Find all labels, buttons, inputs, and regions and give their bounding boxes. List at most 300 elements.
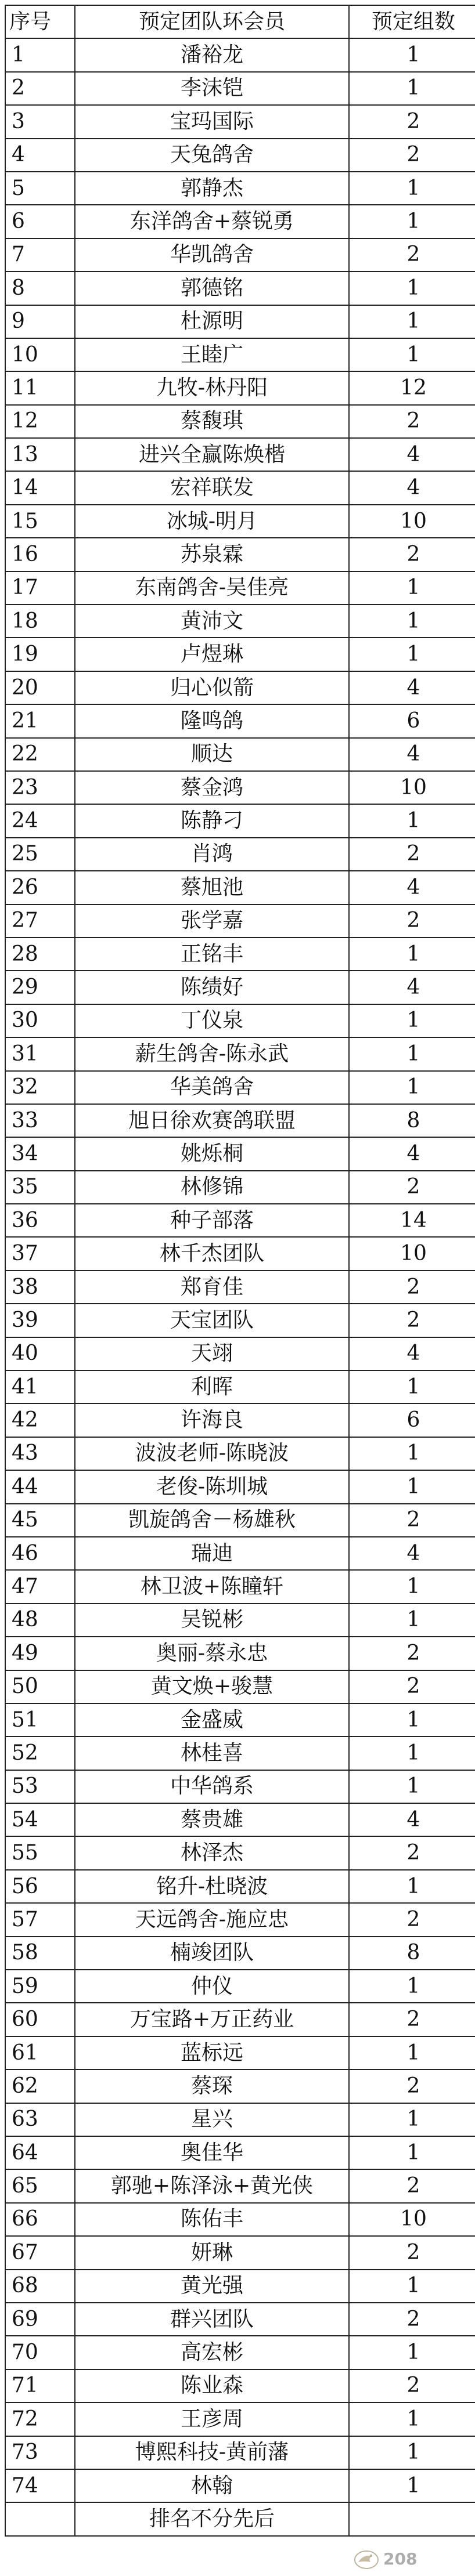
row-no-cell: 65 [5, 2169, 75, 2202]
row-member-cell: 天宝团队 [75, 1304, 349, 1337]
row-no-cell: 54 [5, 1803, 75, 1836]
row-count-cell: 2 [349, 2303, 475, 2336]
row-no-cell: 44 [5, 1470, 75, 1503]
row-no-cell: 71 [5, 2369, 75, 2403]
row-count-cell: 1 [349, 305, 475, 338]
row-count-cell: 1 [349, 638, 475, 671]
row-member-cell: 宝玛国际 [75, 105, 349, 138]
row-member-cell: 黄文焕+骏慧 [75, 1670, 349, 1703]
row-count-cell: 2 [349, 1271, 475, 1304]
row-member-cell: 王睦广 [75, 338, 349, 371]
row-member-cell: 瑞迪 [75, 1537, 349, 1570]
row-no-cell: 69 [5, 2303, 75, 2336]
table-row [5, 438, 475, 471]
table-row [5, 38, 475, 71]
row-member-cell: 肖鸿 [75, 838, 349, 871]
row-count-cell: 2 [349, 2070, 475, 2103]
row-no-cell: 47 [5, 1570, 75, 1603]
row-count-cell: 1 [349, 1071, 475, 1104]
row-member-cell: 林泽杰 [75, 1836, 349, 1869]
row-no-cell: 27 [5, 905, 75, 938]
row-member-cell: 东南鸽舍-吴佳亮 [75, 571, 349, 605]
table-row [5, 1803, 475, 1836]
row-no-cell: 66 [5, 2203, 75, 2236]
row-count-cell: 8 [349, 1937, 475, 1970]
row-no-cell: 56 [5, 1870, 75, 1903]
row-count-cell: 10 [349, 2203, 475, 2236]
row-count-cell: 1 [349, 172, 475, 205]
watermark [353, 2545, 469, 2573]
table-row [5, 1271, 475, 1304]
row-no-cell: 21 [5, 704, 75, 737]
row-member-cell: 旭日徐欢赛鸽联盟 [75, 1104, 349, 1137]
table-row [5, 1437, 475, 1470]
table-row [5, 105, 475, 138]
row-member-cell: 博熙科技-黄前藩 [75, 2436, 349, 2469]
row-member-cell: 天远鸽舍-施应忠 [75, 1903, 349, 1936]
row-no-cell: 52 [5, 1736, 75, 1770]
header-no: 序号 [5, 5, 75, 38]
table-row [5, 2103, 475, 2136]
row-no-cell: 10 [5, 338, 75, 371]
table-row [5, 2336, 475, 2369]
row-count-cell: 2 [349, 538, 475, 571]
row-no-cell: 38 [5, 1271, 75, 1304]
row-no-cell: 33 [5, 1104, 75, 1137]
row-count-cell: 1 [349, 38, 475, 71]
table-row [5, 638, 475, 671]
pigeon-logo-icon [353, 2547, 380, 2570]
row-member-cell: 陈静刁 [75, 804, 349, 837]
row-no-cell: 31 [5, 1037, 75, 1070]
table-row [5, 1370, 475, 1403]
row-count-cell: 1 [349, 1736, 475, 1770]
member-table [5, 5, 475, 2537]
row-no-cell: 50 [5, 1670, 75, 1703]
row-count-cell: 2 [349, 238, 475, 272]
row-member-cell: 郭静杰 [75, 172, 349, 205]
row-count-cell: 1 [349, 1004, 475, 1037]
row-count-cell: 1 [349, 1970, 475, 2003]
row-count-cell: 2 [349, 838, 475, 871]
table-row [5, 272, 475, 305]
row-no-cell: 7 [5, 238, 75, 272]
row-no-cell: 67 [5, 2236, 75, 2269]
row-count-cell: 8 [349, 1104, 475, 1137]
row-count-cell: 1 [349, 1470, 475, 1503]
row-count-cell: 1 [349, 1870, 475, 1903]
row-no-cell: 73 [5, 2436, 75, 2469]
row-no-cell: 58 [5, 1937, 75, 1970]
table-row [5, 605, 475, 638]
row-no-cell: 26 [5, 871, 75, 904]
row-member-cell: 奥佳华 [75, 2136, 349, 2169]
table-row [5, 1403, 475, 1437]
table-row [5, 1770, 475, 1803]
table-row [5, 1736, 475, 1770]
row-no-cell: 51 [5, 1703, 75, 1736]
row-member-cell: 郭驰+陈泽泳+黄光侠 [75, 2169, 349, 2202]
table-row [5, 1903, 475, 1936]
row-no-cell: 45 [5, 1504, 75, 1537]
table-row [5, 1670, 475, 1703]
row-count-cell: 4 [349, 971, 475, 1004]
row-no-cell: 55 [5, 1836, 75, 1869]
row-count-cell: 4 [349, 471, 475, 504]
row-member-cell: 宏祥联发 [75, 471, 349, 504]
row-count-cell: 1 [349, 1037, 475, 1070]
table-row [5, 1071, 475, 1104]
header-member: 预定团队环会员 [75, 5, 349, 38]
row-member-cell: 丁仪泉 [75, 1004, 349, 1037]
row-no-cell: 19 [5, 638, 75, 671]
row-no-cell: 63 [5, 2103, 75, 2136]
row-count-cell: 2 [349, 139, 475, 172]
row-member-cell: 杜源明 [75, 305, 349, 338]
row-member-cell: 黄光强 [75, 2270, 349, 2303]
row-member-cell: 星兴 [75, 2103, 349, 2136]
row-member-cell: 东洋鸽舍+蔡锐勇 [75, 205, 349, 238]
row-member-cell: 郑育佳 [75, 1271, 349, 1304]
note-text: 排名不分先后 [75, 2502, 349, 2535]
table-row [5, 538, 475, 571]
row-no-cell: 57 [5, 1903, 75, 1936]
row-no-cell: 49 [5, 1637, 75, 1670]
table-row [5, 1137, 475, 1170]
table-row [5, 1836, 475, 1869]
row-no-cell: 59 [5, 1970, 75, 2003]
row-no-cell: 11 [5, 371, 75, 404]
row-member-cell: 归心似箭 [75, 671, 349, 704]
row-count-cell: 1 [349, 1570, 475, 1603]
row-count-cell: 1 [349, 1370, 475, 1403]
row-member-cell: 林卫波+陈瞳轩 [75, 1570, 349, 1603]
table-row [5, 1570, 475, 1603]
row-count-cell: 2 [349, 2369, 475, 2403]
table-row [5, 2136, 475, 2169]
row-member-cell: 卢煜琳 [75, 638, 349, 671]
table-row [5, 704, 475, 737]
row-no-cell: 4 [5, 139, 75, 172]
row-member-cell: 蔡琛 [75, 2070, 349, 2103]
row-member-cell: 王彦周 [75, 2403, 349, 2436]
note-count-cell [349, 2502, 475, 2535]
table-row [5, 1304, 475, 1337]
row-no-cell: 5 [5, 172, 75, 205]
row-no-cell: 43 [5, 1437, 75, 1470]
row-no-cell: 22 [5, 738, 75, 771]
row-member-cell: 正铭丰 [75, 938, 349, 971]
row-member-cell: 郭德铭 [75, 272, 349, 305]
row-member-cell: 蔡旭池 [75, 871, 349, 904]
row-member-cell: 黄沛文 [75, 605, 349, 638]
row-member-cell: 姚烁桐 [75, 1137, 349, 1170]
row-no-cell: 1 [5, 38, 75, 71]
row-member-cell: 妍琳 [75, 2236, 349, 2269]
row-count-cell: 1 [349, 2469, 475, 2502]
row-member-cell: 铭升-杜晓波 [75, 1870, 349, 1903]
row-count-cell: 1 [349, 2336, 475, 2369]
row-no-cell: 20 [5, 671, 75, 704]
row-no-cell: 46 [5, 1537, 75, 1570]
row-member-cell: 蔡馥琪 [75, 405, 349, 438]
header-count: 预定组数 [349, 5, 475, 38]
table-row [5, 2270, 475, 2303]
row-member-cell: 进兴全赢陈焕楷 [75, 438, 349, 471]
table-row [5, 1504, 475, 1537]
table-row [5, 2303, 475, 2336]
table-row [5, 2236, 475, 2269]
note-row [5, 2502, 475, 2535]
row-no-cell: 68 [5, 2270, 75, 2303]
row-no-cell: 41 [5, 1370, 75, 1403]
row-count-cell: 1 [349, 2103, 475, 2136]
row-count-cell: 4 [349, 1337, 475, 1370]
row-member-cell: 林修锦 [75, 1171, 349, 1204]
row-no-cell: 13 [5, 438, 75, 471]
table-row [5, 2036, 475, 2070]
row-count-cell: 1 [349, 1437, 475, 1470]
table-row [5, 2369, 475, 2403]
row-count-cell: 2 [349, 1504, 475, 1537]
table-row [5, 1937, 475, 1970]
row-count-cell: 1 [349, 804, 475, 837]
row-member-cell: 薪生鸽舍-陈永武 [75, 1037, 349, 1070]
row-count-cell: 2 [349, 2169, 475, 2202]
row-count-cell: 1 [349, 2270, 475, 2303]
row-no-cell: 18 [5, 605, 75, 638]
table-row [5, 905, 475, 938]
row-count-cell: 1 [349, 605, 475, 638]
row-count-cell: 1 [349, 1703, 475, 1736]
row-no-cell: 23 [5, 771, 75, 804]
table-row [5, 405, 475, 438]
row-member-cell: 隆鸣鸽 [75, 704, 349, 737]
row-count-cell: 6 [349, 704, 475, 737]
row-member-cell: 波波老师-陈晓波 [75, 1437, 349, 1470]
table-row [5, 2070, 475, 2103]
row-count-cell: 4 [349, 671, 475, 704]
row-no-cell: 32 [5, 1071, 75, 1104]
row-member-cell: 九牧-林丹阳 [75, 371, 349, 404]
row-no-cell: 14 [5, 471, 75, 504]
row-no-cell: 15 [5, 505, 75, 538]
row-member-cell: 天翊 [75, 1337, 349, 1370]
table-row [5, 1470, 475, 1503]
watermark-text: 208 [383, 2549, 418, 2568]
row-count-cell: 2 [349, 2236, 475, 2269]
row-member-cell: 蔡贵雄 [75, 1803, 349, 1836]
row-count-cell: 4 [349, 1803, 475, 1836]
row-count-cell: 1 [349, 2136, 475, 2169]
row-no-cell: 36 [5, 1204, 75, 1237]
row-no-cell: 24 [5, 804, 75, 837]
row-count-cell: 2 [349, 1637, 475, 1670]
row-member-cell: 林千杰团队 [75, 1237, 349, 1270]
table-row [5, 238, 475, 272]
table-row [5, 1637, 475, 1670]
table-row [5, 305, 475, 338]
row-no-cell: 70 [5, 2336, 75, 2369]
row-count-cell: 2 [349, 1836, 475, 1869]
table-row [5, 172, 475, 205]
row-count-cell: 2 [349, 105, 475, 138]
table-row [5, 571, 475, 605]
table-row [5, 938, 475, 971]
table-row [5, 471, 475, 504]
row-member-cell: 陈业森 [75, 2369, 349, 2403]
row-no-cell: 34 [5, 1137, 75, 1170]
table-row [5, 1037, 475, 1070]
row-member-cell: 天兔鸽舍 [75, 139, 349, 172]
table-row [5, 1337, 475, 1370]
row-member-cell: 华凯鸽舍 [75, 238, 349, 272]
row-member-cell: 吴锐彬 [75, 1604, 349, 1637]
table-row [5, 338, 475, 371]
row-no-cell: 9 [5, 305, 75, 338]
row-no-cell: 8 [5, 272, 75, 305]
row-count-cell: 2 [349, 905, 475, 938]
row-count-cell: 10 [349, 1237, 475, 1270]
row-member-cell: 苏泉霖 [75, 538, 349, 571]
row-member-cell: 群兴团队 [75, 2303, 349, 2336]
row-no-cell: 12 [5, 405, 75, 438]
row-member-cell: 金盛威 [75, 1703, 349, 1736]
table-row [5, 771, 475, 804]
row-member-cell: 高宏彬 [75, 2336, 349, 2369]
table-row [5, 139, 475, 172]
row-count-cell: 14 [349, 1204, 475, 1237]
row-member-cell: 中华鸽系 [75, 1770, 349, 1803]
note-empty-cell [5, 2502, 75, 2535]
row-member-cell: 潘裕龙 [75, 38, 349, 71]
row-no-cell: 2 [5, 72, 75, 105]
row-count-cell: 1 [349, 1604, 475, 1637]
row-count-cell: 6 [349, 1403, 475, 1437]
row-no-cell: 60 [5, 2003, 75, 2036]
row-count-cell: 4 [349, 1537, 475, 1570]
row-count-cell: 12 [349, 371, 475, 404]
row-count-cell: 4 [349, 438, 475, 471]
row-no-cell: 37 [5, 1237, 75, 1270]
row-member-cell: 陈绩好 [75, 971, 349, 1004]
row-count-cell: 1 [349, 272, 475, 305]
table-row [5, 2436, 475, 2469]
row-no-cell: 48 [5, 1604, 75, 1637]
table-row [5, 1237, 475, 1270]
row-no-cell: 29 [5, 971, 75, 1004]
table-row [5, 1004, 475, 1037]
row-count-cell: 2 [349, 1171, 475, 1204]
row-count-cell: 2 [349, 1903, 475, 1936]
table-row [5, 1204, 475, 1237]
row-no-cell: 3 [5, 105, 75, 138]
row-member-cell: 蓝标远 [75, 2036, 349, 2070]
row-count-cell: 10 [349, 505, 475, 538]
table-row [5, 2203, 475, 2236]
row-member-cell: 顺达 [75, 738, 349, 771]
row-count-cell: 2 [349, 1670, 475, 1703]
table-row [5, 505, 475, 538]
row-member-cell: 利晖 [75, 1370, 349, 1403]
row-member-cell: 林桂喜 [75, 1736, 349, 1770]
row-count-cell: 1 [349, 2436, 475, 2469]
row-no-cell: 25 [5, 838, 75, 871]
row-count-cell: 1 [349, 72, 475, 105]
table-row [5, 871, 475, 904]
table-row [5, 2169, 475, 2202]
row-no-cell: 6 [5, 205, 75, 238]
row-no-cell: 61 [5, 2036, 75, 2070]
header-row [5, 5, 475, 38]
table-row [5, 2003, 475, 2036]
row-count-cell: 4 [349, 871, 475, 904]
table-row [5, 738, 475, 771]
row-no-cell: 74 [5, 2469, 75, 2502]
row-no-cell: 72 [5, 2403, 75, 2436]
row-member-cell: 仲仪 [75, 1970, 349, 2003]
row-no-cell: 16 [5, 538, 75, 571]
row-member-cell: 凯旋鸽舍－杨雄秋 [75, 1504, 349, 1537]
row-no-cell: 39 [5, 1304, 75, 1337]
row-member-cell: 冰城-明月 [75, 505, 349, 538]
row-count-cell: 1 [349, 571, 475, 605]
row-count-cell: 1 [349, 338, 475, 371]
row-no-cell: 53 [5, 1770, 75, 1803]
row-member-cell: 张学嘉 [75, 905, 349, 938]
row-count-cell: 2 [349, 2003, 475, 2036]
row-member-cell: 陈佑丰 [75, 2203, 349, 2236]
table-row [5, 72, 475, 105]
table-row [5, 2403, 475, 2436]
row-member-cell: 万宝路+万正药业 [75, 2003, 349, 2036]
table-row [5, 1870, 475, 1903]
row-no-cell: 28 [5, 938, 75, 971]
row-member-cell: 奥丽-蔡永忠 [75, 1637, 349, 1670]
row-count-cell: 4 [349, 738, 475, 771]
row-no-cell: 42 [5, 1403, 75, 1437]
table-row [5, 1104, 475, 1137]
table-row [5, 671, 475, 704]
row-count-cell: 1 [349, 2403, 475, 2436]
row-member-cell: 李沫铠 [75, 72, 349, 105]
row-member-cell: 许海良 [75, 1403, 349, 1437]
table-row [5, 1537, 475, 1570]
row-no-cell: 30 [5, 1004, 75, 1037]
row-member-cell: 老俊-陈圳城 [75, 1470, 349, 1503]
row-no-cell: 17 [5, 571, 75, 605]
row-count-cell: 4 [349, 1137, 475, 1170]
row-member-cell: 华美鸽舍 [75, 1071, 349, 1104]
table-row [5, 205, 475, 238]
table-row [5, 1171, 475, 1204]
table-row [5, 1703, 475, 1736]
row-count-cell: 2 [349, 405, 475, 438]
row-no-cell: 40 [5, 1337, 75, 1370]
row-no-cell: 35 [5, 1171, 75, 1204]
row-member-cell: 楠竣团队 [75, 1937, 349, 1970]
table-row [5, 804, 475, 837]
row-member-cell: 蔡金鸿 [75, 771, 349, 804]
row-member-cell: 林翰 [75, 2469, 349, 2502]
row-count-cell: 1 [349, 205, 475, 238]
row-no-cell: 62 [5, 2070, 75, 2103]
row-no-cell: 64 [5, 2136, 75, 2169]
table-row [5, 1604, 475, 1637]
row-member-cell: 种子部落 [75, 1204, 349, 1237]
row-count-cell: 1 [349, 2036, 475, 2070]
row-count-cell: 1 [349, 1770, 475, 1803]
